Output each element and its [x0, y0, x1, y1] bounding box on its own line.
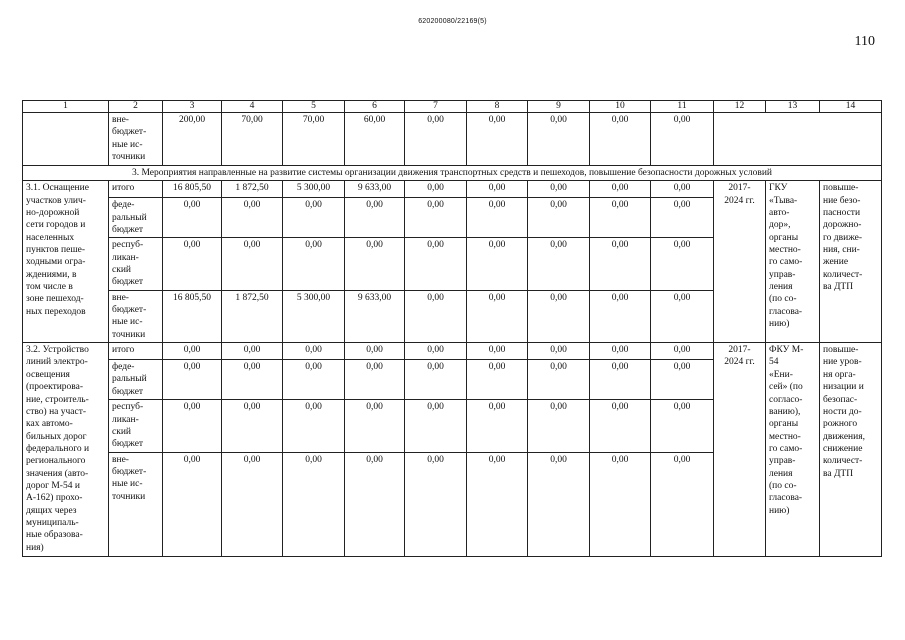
amount-cell: 0,00: [590, 360, 651, 400]
column-number-cell: 4: [222, 101, 283, 113]
amount-cell: 0,00: [405, 238, 467, 290]
amount-cell: 0,00: [283, 238, 345, 290]
amount-cell: 9 633,00: [345, 290, 405, 342]
item-3-2-row: [23, 343, 882, 360]
amount-cell: 0,00: [528, 238, 590, 290]
funding-source-cell: итого: [109, 343, 163, 360]
amount-cell: 0,00: [651, 452, 714, 556]
amount-cell: 0,00: [163, 343, 222, 360]
amount-cell: 0,00: [283, 343, 345, 360]
amount-cell: 0,00: [651, 113, 714, 166]
amount-cell: 0,00: [528, 452, 590, 556]
amount-cell: 0,00: [222, 198, 283, 238]
item-3-1-name: 3.1. Оснащение участков улич- но-дорожной сети городов и населенных пунктов пеше- ходными огра- ждениями, в том числе в зоне пешеход- ных переходов: [23, 181, 109, 343]
amount-cell: 0,00: [467, 452, 528, 556]
column-number-cell: 9: [528, 101, 590, 113]
funding-source-cell: вне- бюджет- ные ис- точники: [109, 452, 163, 556]
column-number-cell: 11: [651, 101, 714, 113]
amount-cell: 0,00: [528, 290, 590, 342]
amount-cell: 0,00: [345, 343, 405, 360]
amount-cell: 0,00: [467, 360, 528, 400]
item-3-2-period: 2017- 2024 гг.: [714, 343, 766, 556]
amount-cell: 0,00: [345, 360, 405, 400]
amount-cell: 0,00: [222, 343, 283, 360]
column-number-cell: 2: [109, 101, 163, 113]
amount-cell: 0,00: [222, 238, 283, 290]
funding-source-cell: респуб- ликан- ский бюджет: [109, 400, 163, 452]
column-number-cell: 13: [766, 101, 820, 113]
amount-cell: 0,00: [345, 238, 405, 290]
amount-cell: 0,00: [528, 400, 590, 452]
item-3-1-row: [23, 181, 882, 198]
amount-cell: 0,00: [590, 198, 651, 238]
amount-cell: 0,00: [163, 452, 222, 556]
column-number-cell: 10: [590, 101, 651, 113]
table-body: [23, 101, 882, 557]
program-activities-table: [22, 100, 882, 557]
item-3-2-executor: ФКУ М- 54 «Ени- сей» (по согласо- ванию), органы местно- го само- управ- ления (по со- гласова- нию): [766, 343, 820, 556]
amount-cell: 0,00: [467, 400, 528, 452]
amount-cell: 0,00: [651, 238, 714, 290]
page-number: 110: [854, 34, 875, 49]
amount-cell: 0,00: [590, 113, 651, 166]
amount-cell: 0,00: [283, 400, 345, 452]
amount-cell: 0,00: [405, 452, 467, 556]
amount-cell: 0,00: [467, 238, 528, 290]
column-number-cell: 14: [820, 101, 882, 113]
carry-over-row: [23, 113, 882, 166]
amount-cell: 0,00: [651, 400, 714, 452]
amount-cell: 200,00: [163, 113, 222, 166]
amount-cell: 70,00: [222, 113, 283, 166]
amount-cell: 0,00: [163, 238, 222, 290]
amount-cell: 0,00: [163, 360, 222, 400]
amount-cell: 0,00: [222, 452, 283, 556]
amount-cell: 16 805,50: [163, 290, 222, 342]
item-3-2-name: 3.2. Устройство линий электро- освещения (проектирова- ние, строитель- ство) на участ- ках автомо- бильных дорог федерального и регионального значения (авто- дорог М-54 и А-162) прохо- дящих через муниципаль- ные образова- ния): [23, 343, 109, 556]
column-number-cell: 6: [345, 101, 405, 113]
amount-cell: 0,00: [345, 198, 405, 238]
column-number-cell: 5: [283, 101, 345, 113]
amount-cell: 0,00: [590, 181, 651, 198]
amount-cell: 0,00: [345, 400, 405, 452]
amount-cell: 0,00: [590, 400, 651, 452]
amount-cell: 0,00: [528, 343, 590, 360]
amount-cell: 0,00: [283, 452, 345, 556]
amount-cell: 0,00: [345, 452, 405, 556]
item-3-1-period: 2017- 2024 гг.: [714, 181, 766, 343]
empty-cell: [714, 113, 882, 166]
amount-cell: 0,00: [528, 360, 590, 400]
amount-cell: 0,00: [467, 343, 528, 360]
amount-cell: 0,00: [405, 400, 467, 452]
amount-cell: 1 872,50: [222, 290, 283, 342]
amount-cell: 0,00: [590, 343, 651, 360]
amount-cell: 0,00: [590, 290, 651, 342]
amount-cell: 0,00: [405, 198, 467, 238]
empty-cell: [23, 113, 109, 166]
column-number-cell: 1: [23, 101, 109, 113]
funding-source-cell: феде- ральный бюджет: [109, 198, 163, 238]
amount-cell: 0,00: [651, 181, 714, 198]
amount-cell: 0,00: [163, 400, 222, 452]
amount-cell: 0,00: [651, 198, 714, 238]
amount-cell: 0,00: [283, 360, 345, 400]
amount-cell: 0,00: [405, 290, 467, 342]
amount-cell: 0,00: [163, 198, 222, 238]
funding-source-cell: респуб- ликан- ский бюджет: [109, 238, 163, 290]
amount-cell: 5 300,00: [283, 181, 345, 198]
item-3-1-executor: ГКУ «Тыва- авто- дор», органы местно- го само- управ- ления (по со- гласова- нию): [766, 181, 820, 343]
amount-cell: 0,00: [467, 181, 528, 198]
amount-cell: 9 633,00: [345, 181, 405, 198]
amount-cell: 60,00: [345, 113, 405, 166]
amount-cell: 0,00: [405, 343, 467, 360]
amount-cell: 0,00: [528, 181, 590, 198]
funding-source-cell: вне- бюджет- ные ис- точники: [109, 113, 163, 166]
amount-cell: 0,00: [405, 113, 467, 166]
amount-cell: 0,00: [467, 198, 528, 238]
amount-cell: 5 300,00: [283, 290, 345, 342]
document-id: 620200080/22169(5): [418, 18, 487, 25]
section-title-row: [23, 166, 882, 181]
funding-source-cell: вне- бюджет- ные ис- точники: [109, 290, 163, 342]
column-number-cell: 7: [405, 101, 467, 113]
amount-cell: 0,00: [590, 238, 651, 290]
amount-cell: 0,00: [590, 452, 651, 556]
amount-cell: 0,00: [405, 360, 467, 400]
funding-source-cell: феде- ральный бюджет: [109, 360, 163, 400]
amount-cell: 0,00: [405, 181, 467, 198]
amount-cell: 70,00: [283, 113, 345, 166]
amount-cell: 16 805,50: [163, 181, 222, 198]
column-number-row: [23, 101, 882, 113]
amount-cell: 0,00: [528, 113, 590, 166]
amount-cell: 0,00: [222, 360, 283, 400]
amount-cell: 0,00: [651, 360, 714, 400]
amount-cell: 0,00: [283, 198, 345, 238]
column-number-cell: 3: [163, 101, 222, 113]
item-3-2-result: повыше- ние уров- ня орга- низации и безопас- ности до- рожного движения, снижение количест- ва ДТП: [820, 343, 882, 556]
item-3-1-result: повыше- ние безо- пасности дорожно- го движе- ния, сни- жение количест- ва ДТП: [820, 181, 882, 343]
amount-cell: 0,00: [651, 290, 714, 342]
amount-cell: 1 872,50: [222, 181, 283, 198]
amount-cell: 0,00: [222, 400, 283, 452]
amount-cell: 0,00: [528, 198, 590, 238]
column-number-cell: 8: [467, 101, 528, 113]
section-title: 3. Мероприятия направленные на развитие системы организации движения транспортных средств и пешеходов, повышение безопасности дорожных условий: [23, 166, 882, 181]
amount-cell: 0,00: [467, 113, 528, 166]
funding-source-cell: итого: [109, 181, 163, 198]
amount-cell: 0,00: [651, 343, 714, 360]
amount-cell: 0,00: [467, 290, 528, 342]
column-number-cell: 12: [714, 101, 766, 113]
